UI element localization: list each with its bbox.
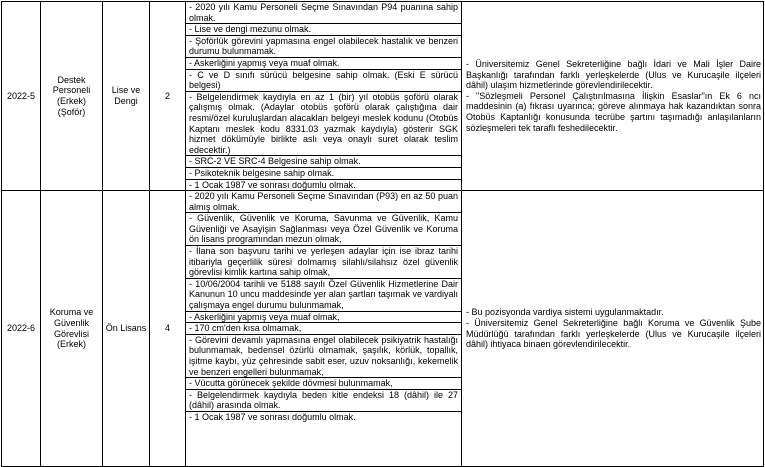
requirement-item: - İlana son başvuru tarihi ve yerleşen adaylar için ise ibraz tarihi itibariyla geçerlilik süresi dolmamış silahlı/silahsız özel güvenlik görevlisi kimlik kartına sahip olmak, [186, 246, 461, 279]
requirement-item: - Güvenlik, Güvenlik ve Koruma, Savunma ve Güvenlik, Kamu Güvenliği ve Asayişin Sağlanması veya Özel Güvenlik ve Koruma ön lisans programından mezun olmak, [186, 213, 461, 246]
education-level: Lise ve Dengi [103, 2, 150, 191]
position-count: 4 [150, 191, 186, 467]
table-row [2, 2, 764, 191]
requirement-item: - Askerliğini yapmış veya muaf olmak, [186, 312, 461, 324]
table-row [2, 191, 764, 467]
requirement-item: - 1 Ocak 1987 ve sonrası doğumlu olmak. [189, 411, 356, 422]
note-item: - Üniversitemiz Genel Sekreterliğine bağlı Koruma ve Güvenlik Şube Müdürlüğü tarafından farklı yerleşkelerde (Ulus ve Kurucaşile ilçeleri dâhil) ihtiyaca binaen görevlendirilecektir. [466, 318, 761, 350]
position-code: 2022-5 [2, 2, 41, 191]
requirement-item: - 1 Ocak 1987 ve sonrası doğumlu olmak. [189, 179, 356, 190]
requirements-cell [186, 191, 462, 467]
note-item: - Bu pozisyonda vardiya sistemi uygulanmaktadır. [466, 307, 664, 318]
position-title: Destek Personeli (Erkek) (Şoför) [41, 2, 103, 191]
requirement-item: - 2020 yılı Kamu Personeli Seçme Sınavından (P93) en az 50 puan almış olmak. [186, 191, 461, 213]
requirement-item: - C ve D sınıfı sürücü belgesine sahip olmak. (Eski E sürücü belgesi) [186, 70, 461, 92]
requirements-cell [186, 2, 462, 191]
requirement-item: - Psikoteknik belgesine sahip olmak. [186, 168, 461, 180]
requirement-item: - Askerliğini yapmış veya muaf olmak. [186, 58, 461, 70]
education-level: Ön Lisans [103, 191, 150, 467]
position-count: 2 [150, 2, 186, 191]
requirement-item: - Şoförlük görevini yapmasına engel olabilecek hastalık ve benzeri durumu bulunmamak. [186, 36, 461, 58]
note-item: - Üniversitemiz Genel Sekreterliğine bağlı İdari ve Mali İşler Daire Başkanlığı tarafından farklı yerleşkelerde (Ulus ve Kurucaşile ilçeleri dâhil) ulaşım hizmetlerinde görevlendirilecektir. [466, 58, 761, 91]
requirement-item: - Belgelendirmek kaydıyla en az 1 (bir) yıl otobüs şoförü olarak çalışmış olmak. (Adaylar otobüs şoförü olarak çalıştığına dair resmi/özel kuruluşlardan alacakları belgeyi meslek kodunu (Otobüs Kaptanı meslek kodu 8331.03 yazmak kaydıyla) gösterir SGK hizmet dökümüyle birlikte aslı veya onaylı suret olarak teslim edecektir.) [186, 92, 461, 157]
requirement-item: - Görevini devamlı yapmasına engel olabilecek psikiyatrik hastalığı bulunmamak, bedensel özürlü olmamak, şaşılık, körlük, topallık, işitme kaybı, yüz çehresinde sabit eser, uzuv noksanlığı, kekemelik ve benzeri engelleri bulunmamak, [186, 335, 461, 378]
notes-cell [462, 191, 764, 467]
requirement-item: - 2020 yılı Kamu Personeli Seçme Sınavından P94 puanına sahip olmak. [186, 2, 461, 24]
position-code: 2022-6 [2, 191, 41, 467]
notes-cell [462, 2, 764, 191]
position-title: Koruma ve Güvenlik Görevlisi (Erkek) [41, 191, 103, 467]
requirement-item: - 170 cm'den kısa olmamak, [186, 323, 461, 335]
positions-table [1, 1, 764, 467]
requirement-item: - SRC-2 VE SRC-4 Belgesine sahip olmak. [186, 156, 461, 168]
requirement-item: - Lise ve dengi mezunu olmak. [186, 24, 461, 36]
note-item: - "Sözleşmeli Personel Çalıştırılmasına İlişkin Esaslar"ın Ek 6 ncı maddesinin (a) fıkrası uyarınca; göreve alınmaya hak kazandıktan sonra Otobüs Kaptanlığı konusunda tecrübe şartını taşımadığı anlaşılanların sözleşmeleri tek taraflı feshedilecektir. [466, 90, 761, 133]
requirement-item: - 10/06/2004 tarihli ve 5188 sayılı Özel Güvenlik Hizmetlerine Dair Kanunun 10 uncu maddesinde yer alan şartları taşımak ve vardiyalı çalışmaya engel durumu bulunmamak, [186, 279, 461, 312]
requirement-item: - Belgelendirmek kaydıyla beden kitle endeksi 18 (dâhil) ile 27 (dâhil) arasında olmak. [186, 390, 461, 412]
requirement-item: - Vücutta görünecek şekilde dövmesi bulunmamak, [186, 378, 461, 390]
